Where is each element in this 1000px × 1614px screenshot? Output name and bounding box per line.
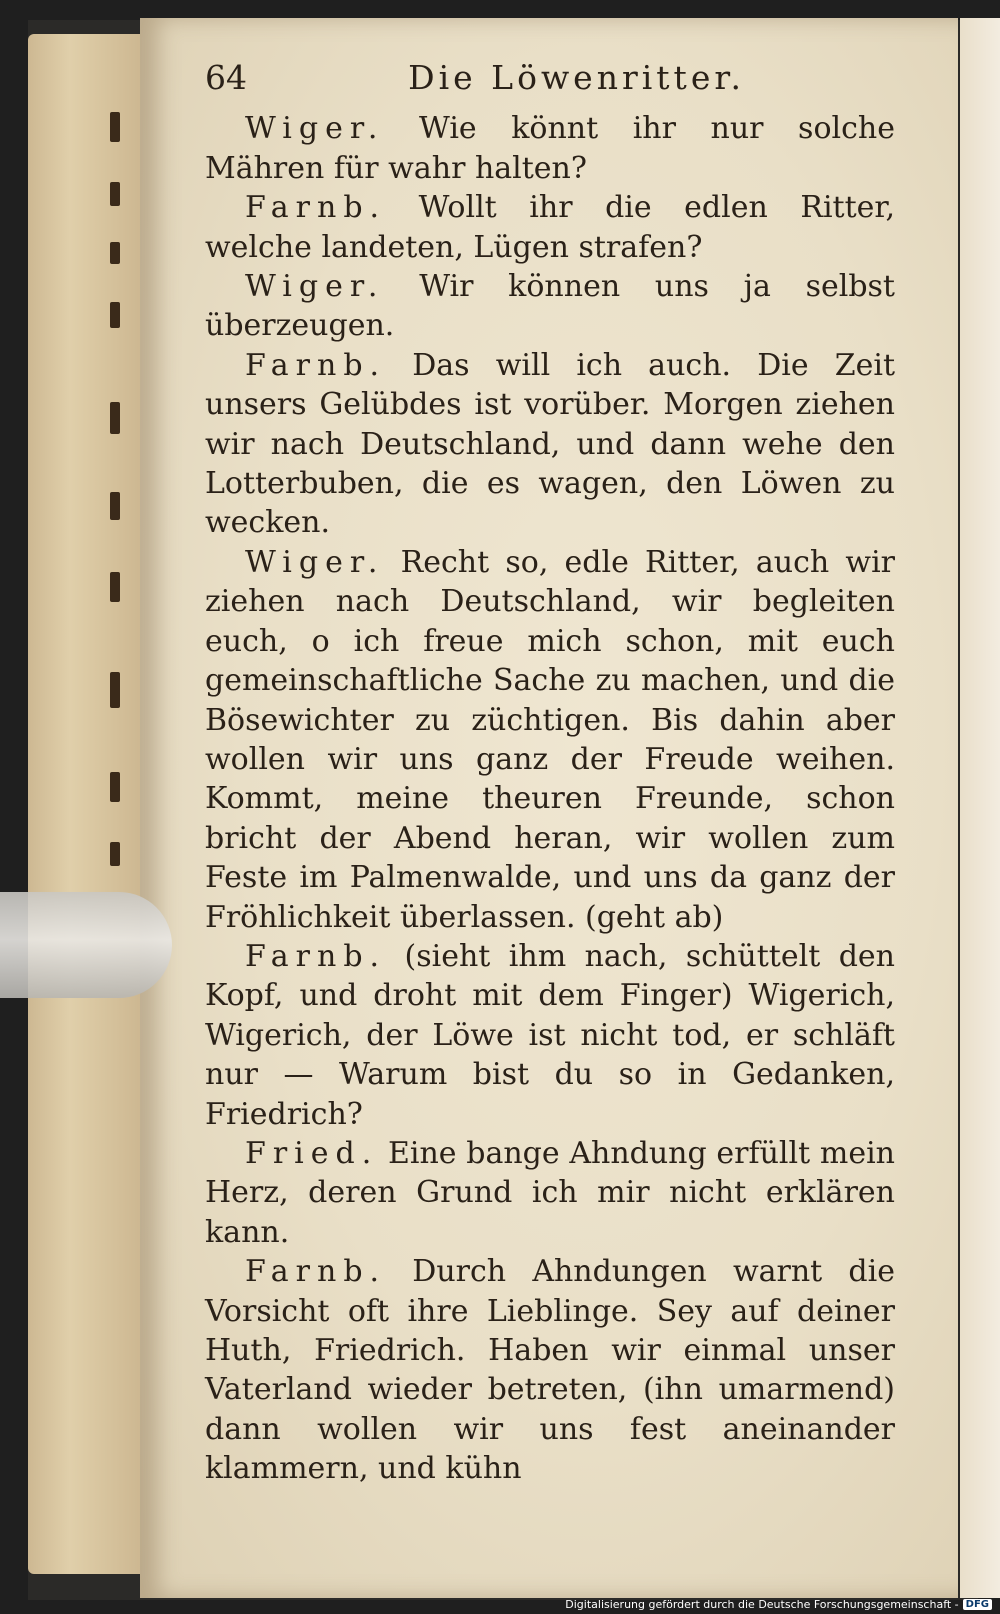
ink-mark [110, 302, 120, 328]
dfg-logo: DFG [963, 1599, 992, 1610]
speech-text: Durch Ahndungen warnt die Vorsicht oft ihre Lieblinge. Sey auf deiner Huth, Friedrich. Haben wir einmal unser Vaterland wieder betreten, (ihn umarmend) dann wollen wir uns fest aneinander klammern, und kühn [205, 1254, 895, 1487]
ink-mark [110, 182, 120, 206]
speaker-name: Wiger. [245, 269, 385, 305]
ink-mark [110, 772, 120, 802]
speech-text: Wollt ihr die edlen Ritter, welche landeten, Lügen strafen? [205, 190, 895, 265]
speaker-name: Farnb. [245, 190, 387, 226]
speaker-name: Farnb. [245, 938, 387, 974]
speaker-name: Farnb. [245, 1254, 387, 1290]
credit-text: Digitalisierung gefördert durch die Deutsche Forschungsgemeinschaft - [565, 1598, 959, 1611]
digitization-credit [565, 1598, 992, 1611]
ink-mark [110, 842, 120, 866]
page-holder-clip [0, 892, 172, 998]
speech-text: (sieht ihm nach, schüttelt den Kopf, und droht mit dem Finger) Wigerich, Wigerich, der Löwe ist nicht tod, er schläft nur — Warum bist du so in Gedanken, Friedrich? [205, 938, 895, 1132]
speaker-name: Wiger. [245, 544, 385, 580]
speaker-name: Farnb. [245, 347, 387, 383]
speaker-name: Wiger. [245, 111, 385, 147]
speech-text: Wir können uns ja selbst überzeugen. [205, 269, 895, 344]
dialogue-paragraph [205, 346, 895, 543]
page-stack [28, 34, 148, 1574]
ink-mark [110, 672, 120, 708]
running-header [205, 58, 895, 97]
dialogue-paragraph [205, 937, 895, 1134]
speaker-name: Fried. [245, 1135, 379, 1171]
dialogue-paragraph [205, 543, 895, 937]
dialogue-paragraph [205, 109, 895, 188]
ink-mark [110, 572, 120, 602]
ink-mark [110, 492, 120, 520]
dialogue-paragraph [205, 188, 895, 267]
page-text [205, 58, 895, 1489]
speech-text: Das will ich auch. Die Zeit unsers Gelübdes ist vorüber. Morgen ziehen wir nach Deutschland, und dann wehe den Lotterbuben, die es wagen, den Löwen zu wecken. [205, 347, 895, 541]
speech-text: Wie könnt ihr nur solche Mähren für wahr halten? [205, 111, 895, 186]
dialogue-paragraph [205, 1252, 895, 1488]
running-title: Die Löwenritter. [408, 58, 745, 97]
speech-text: Eine bange Ahndung erfüllt mein Herz, deren Grund ich mir nicht erklären kann. [205, 1135, 895, 1250]
ink-mark [110, 402, 120, 434]
page-number: 64 [205, 58, 247, 97]
dialogue-paragraph [205, 1134, 895, 1252]
speech-text: Recht so, edle Ritter, auch wir ziehen nach Deutschland, wir begleiten euch, o ich freue mich schon, mit euch gemeinschaftliche Sache zu machen, und die Bösewichter zu züchtigen. Bis dahin aber wollen wir uns ganz der Freude weihen. Kommt, meine theuren Freunde, schon bricht der Abend heran, wir wollen zum Feste im Palmenwalde, und uns da ganz der Fröhlichkeit überlassen. (geht ab) [205, 544, 895, 935]
ink-mark [110, 112, 120, 142]
ink-mark [110, 242, 120, 264]
dialogue-paragraph [205, 267, 895, 346]
right-page-edge [960, 18, 1000, 1598]
